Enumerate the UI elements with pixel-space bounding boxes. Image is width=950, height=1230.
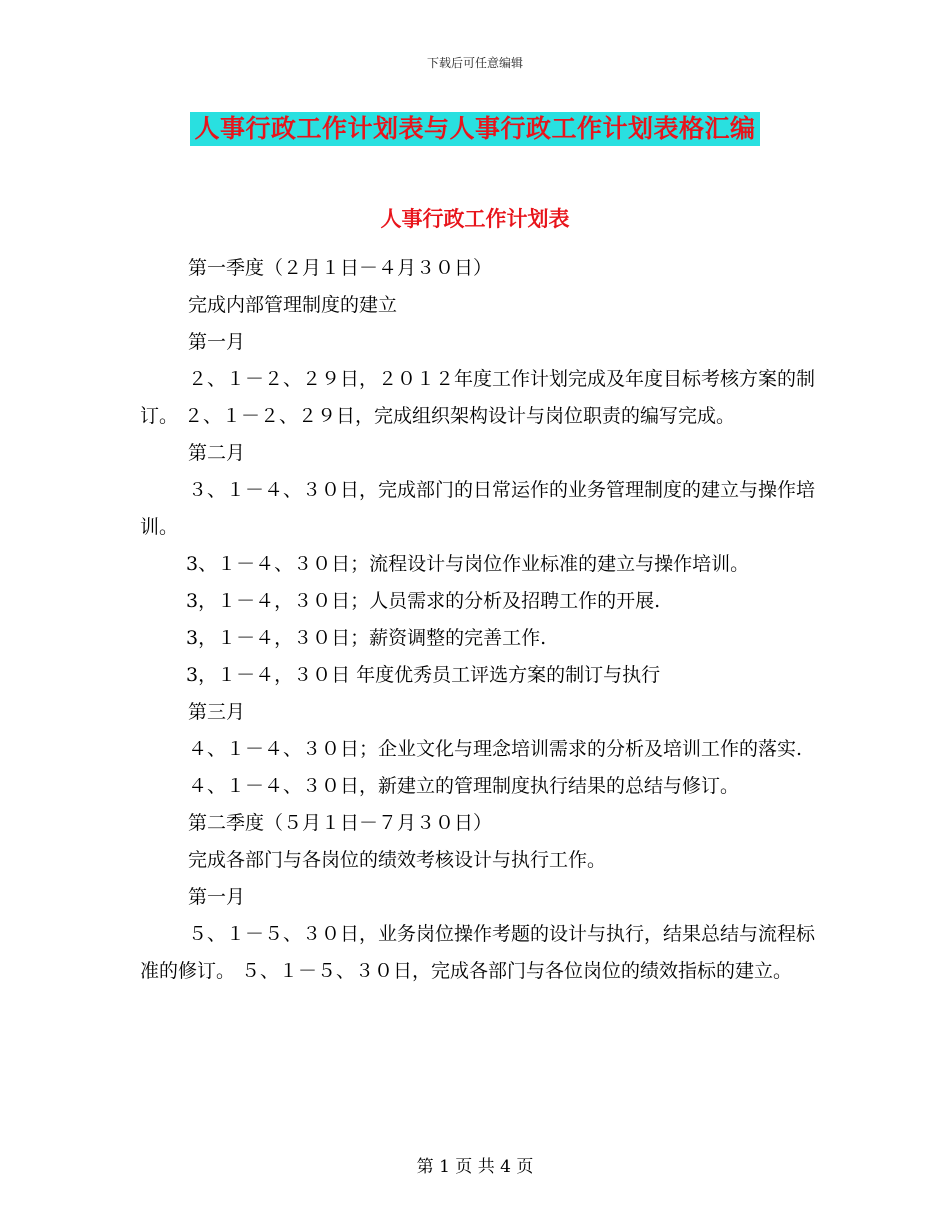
header-note: 下载后可任意编辑 (426, 56, 523, 70)
paragraph: 完成各部门与各岗位的绩效考核设计与执行工作。 (188, 849, 607, 871)
paragraph: ３、１－４、３０日，完成部门的日常运作的业务管理制度的建立与操作培训。 (140, 479, 816, 538)
paragraph: 第一月 (188, 886, 246, 908)
paragraph: ４、１－４、３０日；企业文化与理念培训需求的分析及培训工作的落实. (188, 738, 803, 760)
paragraph: ２、１－２、２９日，２０１２年度工作计划完成及年度目标考核方案的制订。 ２、１－２、２９日，完成组织架构设计与岗位职责的编写完成。 (140, 368, 816, 427)
sub-title: 人事行政工作计划表 (380, 206, 570, 231)
page-number-footer: 第 1 页 共 4 页 (416, 1157, 534, 1177)
paragraph: 3，１－４，３０日；人员需求的分析及招聘工作的开展. (186, 590, 661, 612)
paragraph: 3，１－４，３０日；薪资调整的完善工作. (186, 627, 547, 649)
paragraph: 第三月 (188, 701, 246, 723)
document-body (140, 250, 820, 990)
paragraph: 第二季度（５月１日－７月３０日） (188, 812, 493, 834)
paragraph: 第一季度（２月１日－４月３０日） (188, 257, 493, 279)
main-title: 人事行政工作计划表与人事行政工作计划表格汇编 (190, 112, 759, 146)
paragraph: ４、１－４、３０日，新建立的管理制度执行结果的总结与修订。 (188, 775, 740, 797)
paragraph: 完成内部管理制度的建立 (188, 294, 398, 316)
paragraph: 第一月 (188, 331, 246, 353)
paragraph: 3、１－４、３０日；流程设计与岗位作业标准的建立与操作培训。 (186, 553, 750, 575)
paragraph: 3，１－４，３０日 年度优秀员工评选方案的制订与执行 (186, 664, 661, 686)
main-title-container (0, 112, 950, 146)
paragraph: 第二月 (188, 442, 246, 464)
paragraph: ５、１－５、３０日，业务岗位操作考题的设计与执行，结果总结与流程标准的修订。 ５、１－５、３０日，完成各部门与各位岗位的绩效指标的建立。 (140, 923, 816, 982)
